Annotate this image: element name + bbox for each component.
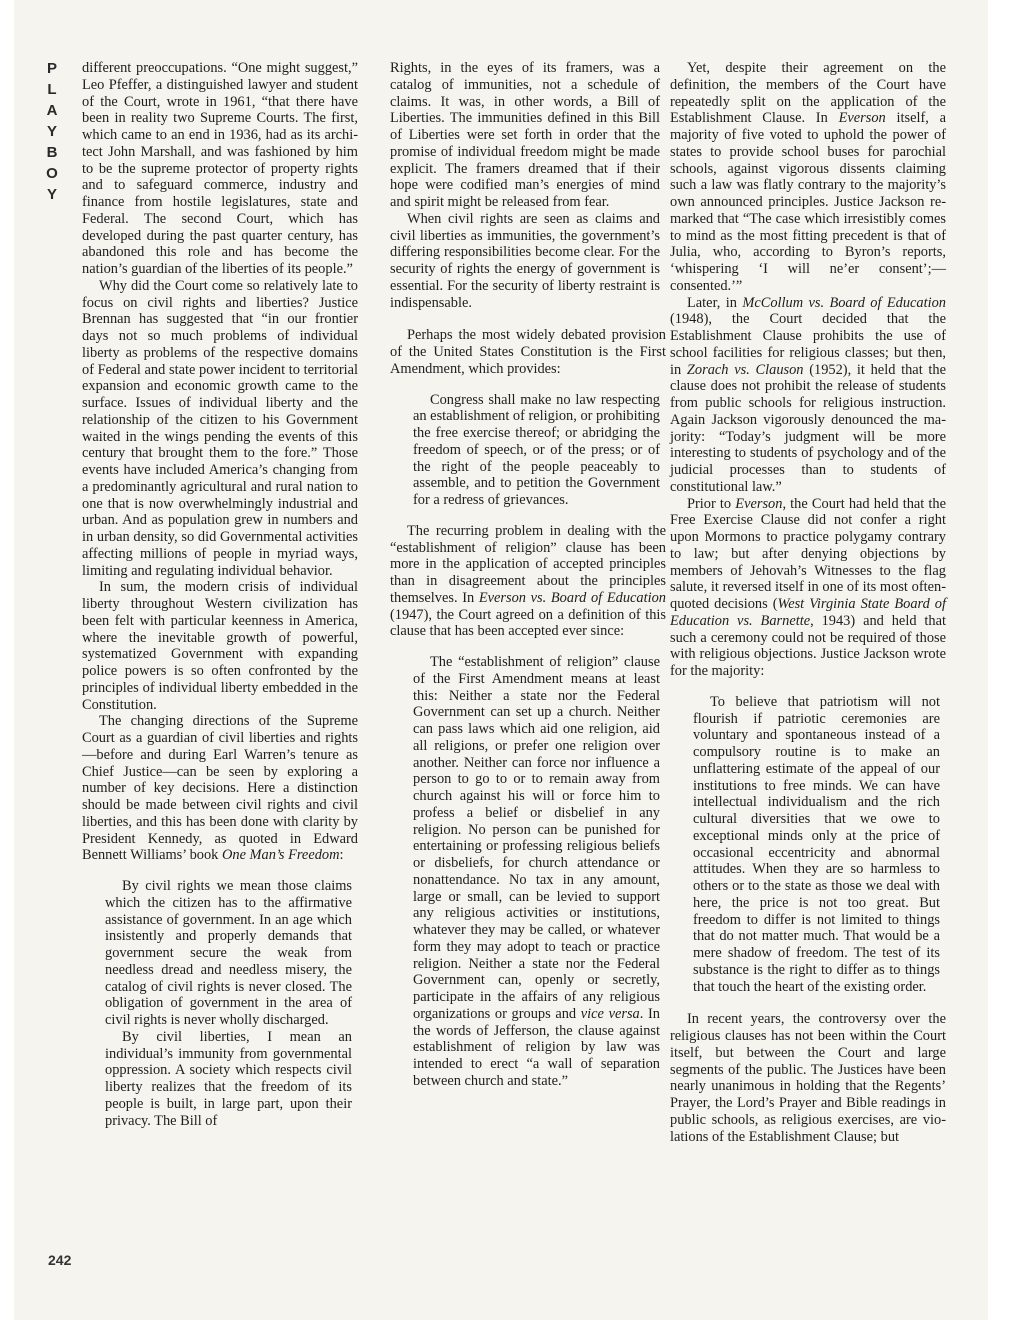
page-number: 242: [48, 1252, 72, 1268]
text-column-2: [390, 60, 666, 1104]
case-name: McCollum vs. Board of Education: [742, 294, 947, 311]
magazine-page: [14, 0, 988, 1320]
masthead: [40, 58, 64, 205]
quote-paragraph: By civil liberties, I mean an individual’s immunity from governmental oppression. A society which respects civil liberty realizes that the freedom of its people is built, in large part, upon their privacy. The Bill of: [105, 1028, 352, 1129]
quote-paragraph: Rights, in the eyes of its framers, was a catalog of immunities, not a schedule of claims. It was, in other words, a Bill of Liberties. The immunities defined in this Bill of Liberties were set forth in order that the promise of individual freedom might be made explicit. The framers dreamed that if their hope were codified man’s energies of mind and spirit might be released from fear.: [390, 60, 660, 210]
masthead-letter: Y: [46, 123, 57, 140]
quote-paragraph: Congress shall make no law respecting an establishment of religion, or prohibiting the free exercise thereof; or abridging the freedom of speech, or of the press; or of the right of the people peaceably to assemble, and to petition the Government for a redress of grievances.: [413, 391, 660, 508]
case-name: Everson: [838, 110, 886, 127]
quote-paragraph: To believe that patriotism will not flourish if patriotic ceremonies are voluntary and spontaneous instead of a compulsory routine is to make an unflattering estimate of the appeal of our institutions to free minds. We can have intellectual individualism and the rich cultural diversities that we owe to exceptional minds only at the price of occasional eccentricity and abnormal attitudes. When they are so harmless to others or to the state as those we deal with here, the price is not too great. But freedom to differ is not limited to things that do not matter much. That would be a mere shadow of freedom. The test of its substance is the right to differ as to things that touch the heart of the existing order.: [693, 693, 940, 995]
masthead-letter: P: [46, 60, 57, 77]
text-column-3: [670, 60, 946, 1145]
paragraph: In recent years, the controversy over the religious clauses has not been within the Court itself, but between the Court and large segments of the public. The Justices have been nearly unanimous in holding that the Regents’ Prayer, the Lord’s Prayer and Bible readings in public schools, as religious exercises, are violations of the Establishment Clause; but: [670, 1011, 946, 1145]
quote-paragraph: The “establishment of religion” clause of the First Amendment means at least this: Neither a state nor the Federal Government can set up a church. Neither can pass laws which aid one religion, aid all religions, or prefer one religion over another. Neither can force nor influence a person to go to or to remain away from church against his will or force him to profess a belief or disbelief in any religion. No person can be punished for entertaining or professing religious beliefs or disbeliefs, for church attendance or nonattendance. No tax in any amount, large or small, can be levied to support any religious activities or institutions, whatever they may be called, or whatever form they may adopt to teach or practice religion. Neither a state nor the Federal Government can, openly or secretly, participate in the affairs of any religious organizations or groups and vice versa. In the words of Jefferson, the clause against establishment of religion by law was intended to erect “a wall of separation between church and state.”: [413, 654, 660, 1089]
book-title: One Man’s Freedom: [221, 847, 340, 864]
masthead-letter: A: [46, 102, 58, 119]
paragraph: The recurring problem in dealing with the “establishment of religion” clause has been more in the application of accepted principles than in disagreement about the principles themselves. In Everson vs. Board of Education (1947), the Court agreed on a definition of this clause that has been accepted ever since:: [390, 522, 666, 640]
masthead-letter: Y: [46, 186, 57, 203]
quote-paragraph: By civil rights we mean those claims which the citizen has to the affirmative assistance of government. In an age which insistently and properly demands that government secure the weak from needless dread and needless misery, the catalog of civil rights is never closed. The obligation of government in the area of civil rights is never wholly discharged.: [105, 878, 352, 1028]
block-quote: [413, 392, 660, 509]
masthead-letter: L: [47, 81, 57, 98]
paragraph: Why did the Court come so relatively late to focus on civil rights and liberties? Justice Brennan has suggested that “in our frontier days not so much problems of individual liberty as problems of the respective domains of Federal and state power incident to territorial expansion and economic growth came to the surface. Issues of individual liberty and the relationship of the citizen to his Government waited in the wings pending the events of this century that brought them to the fore.” Those events have included America’s changing from a predominantly agricultural and rural nation to one that is now overwhelmingly industrial and urban. And as population grew in numbers and in urban density, so did Governmental activities affecting millions of people in myriad ways, limiting and regulating individual behavior.: [82, 277, 358, 579]
block-quote: [413, 654, 660, 1090]
case-name: Everson: [735, 495, 783, 512]
case-name: Zorach vs. Clauson: [686, 361, 804, 378]
block-quote: [693, 694, 940, 996]
quote-paragraph: When civil rights are seen as claims and civil liberties as immunities, the government’s differing responsibilities become clear. For the security of rights the energy of government is essential. For the security of liberty restraint is indispensable.: [390, 210, 660, 311]
latin-phrase: vice versa: [580, 1005, 640, 1022]
case-name: West Virginia State Board of Education vs. Barnette: [670, 596, 946, 629]
masthead-letter: B: [46, 144, 58, 161]
masthead-letter: O: [46, 165, 58, 182]
block-quote: [105, 878, 352, 1129]
paragraph: The changing directions of the Supreme Court as a guardian of civil liberties and rights—before and during Earl Warren’s tenure as Chief Justice—can be seen by exploring a number of key decisions. Here a distinction should be made between civil rights and civil liberties, and this has been done with clarity by President Kennedy, as quoted in Edward Bennett Williams’ book One Man’s Freedom:: [82, 713, 358, 864]
paragraph: Prior to Everson, the Court had held that the Free Exercise Clause did not confer a right upon Mormons to practice polygamy contrary to law; but after denying objections by members of Jehovah’s Witnesses to the flag salute, it reversed itself in one of its most often-quoted decisions (West Virginia State Board of Education vs. Barnette, 1943) and held that such a ceremony could not be required of those with religious objections. Justice Jackson wrote for the majority:: [670, 495, 946, 679]
paragraph: Later, in McCollum vs. Board of Education (1948), the Court decided that the Establishment Clause prohibits the use of school facilities for religious classes; but then, in Zorach vs. Clauson (1952), it held that the clause does not prohibit the release of students from public schools for religious instruction. Again Jackson vigorously denounced the majority: “Today’s judgment will be more interesting to students of psychology and of the judicial processes than to students of constitutional law.”: [670, 294, 947, 495]
paragraph: Yet, despite their agreement on the definition, the members of the Court have repeatedly split on the application of the Establishment Clause. In Everson itself, a majority of five voted to uphold the power of states to provide school buses for parochial schools, against vigorous dissents claiming such a law was flatly contrary to the majority’s own announced principles. Justice Jackson remarked that “The case which irresistibly comes to mind as the most fitting precedent is that of Julia, who, according to Byron’s reports, ‘whispering ‘I will ne’er consent’;—consented.’”: [670, 60, 946, 294]
paragraph: In sum, the modern crisis of individual liberty throughout Western civilization has been felt with particular keenness in America, where the inevitable growth of powerful, systematized Government with expanding police powers is so often confronted by the principles of individual liberty embedded in the Constitution.: [82, 579, 358, 713]
case-name: Everson vs. Board of Education: [478, 589, 666, 606]
paragraph: Perhaps the most widely debated provision of the United States Constitution is the First Amendment, which provides:: [390, 327, 666, 377]
text-column-1: [82, 60, 358, 1143]
paragraph: different preoccupations. “One might suggest,” Leo Pfeffer, a distinguished lawyer and student of the Court, wrote in 1961, “that there have been in reality two Supreme Courts. The first, which came to an end in 1936, had as its architect John Marshall, and was fashioned by him to be the supreme protector of property rights and to safeguard commerce, industry and finance from hostile legislatures, state and Federal. The second Court, which has developed during the past quarter century, has abandoned this role and has become the nation’s guardian of the liberties of its people.”: [82, 60, 358, 277]
